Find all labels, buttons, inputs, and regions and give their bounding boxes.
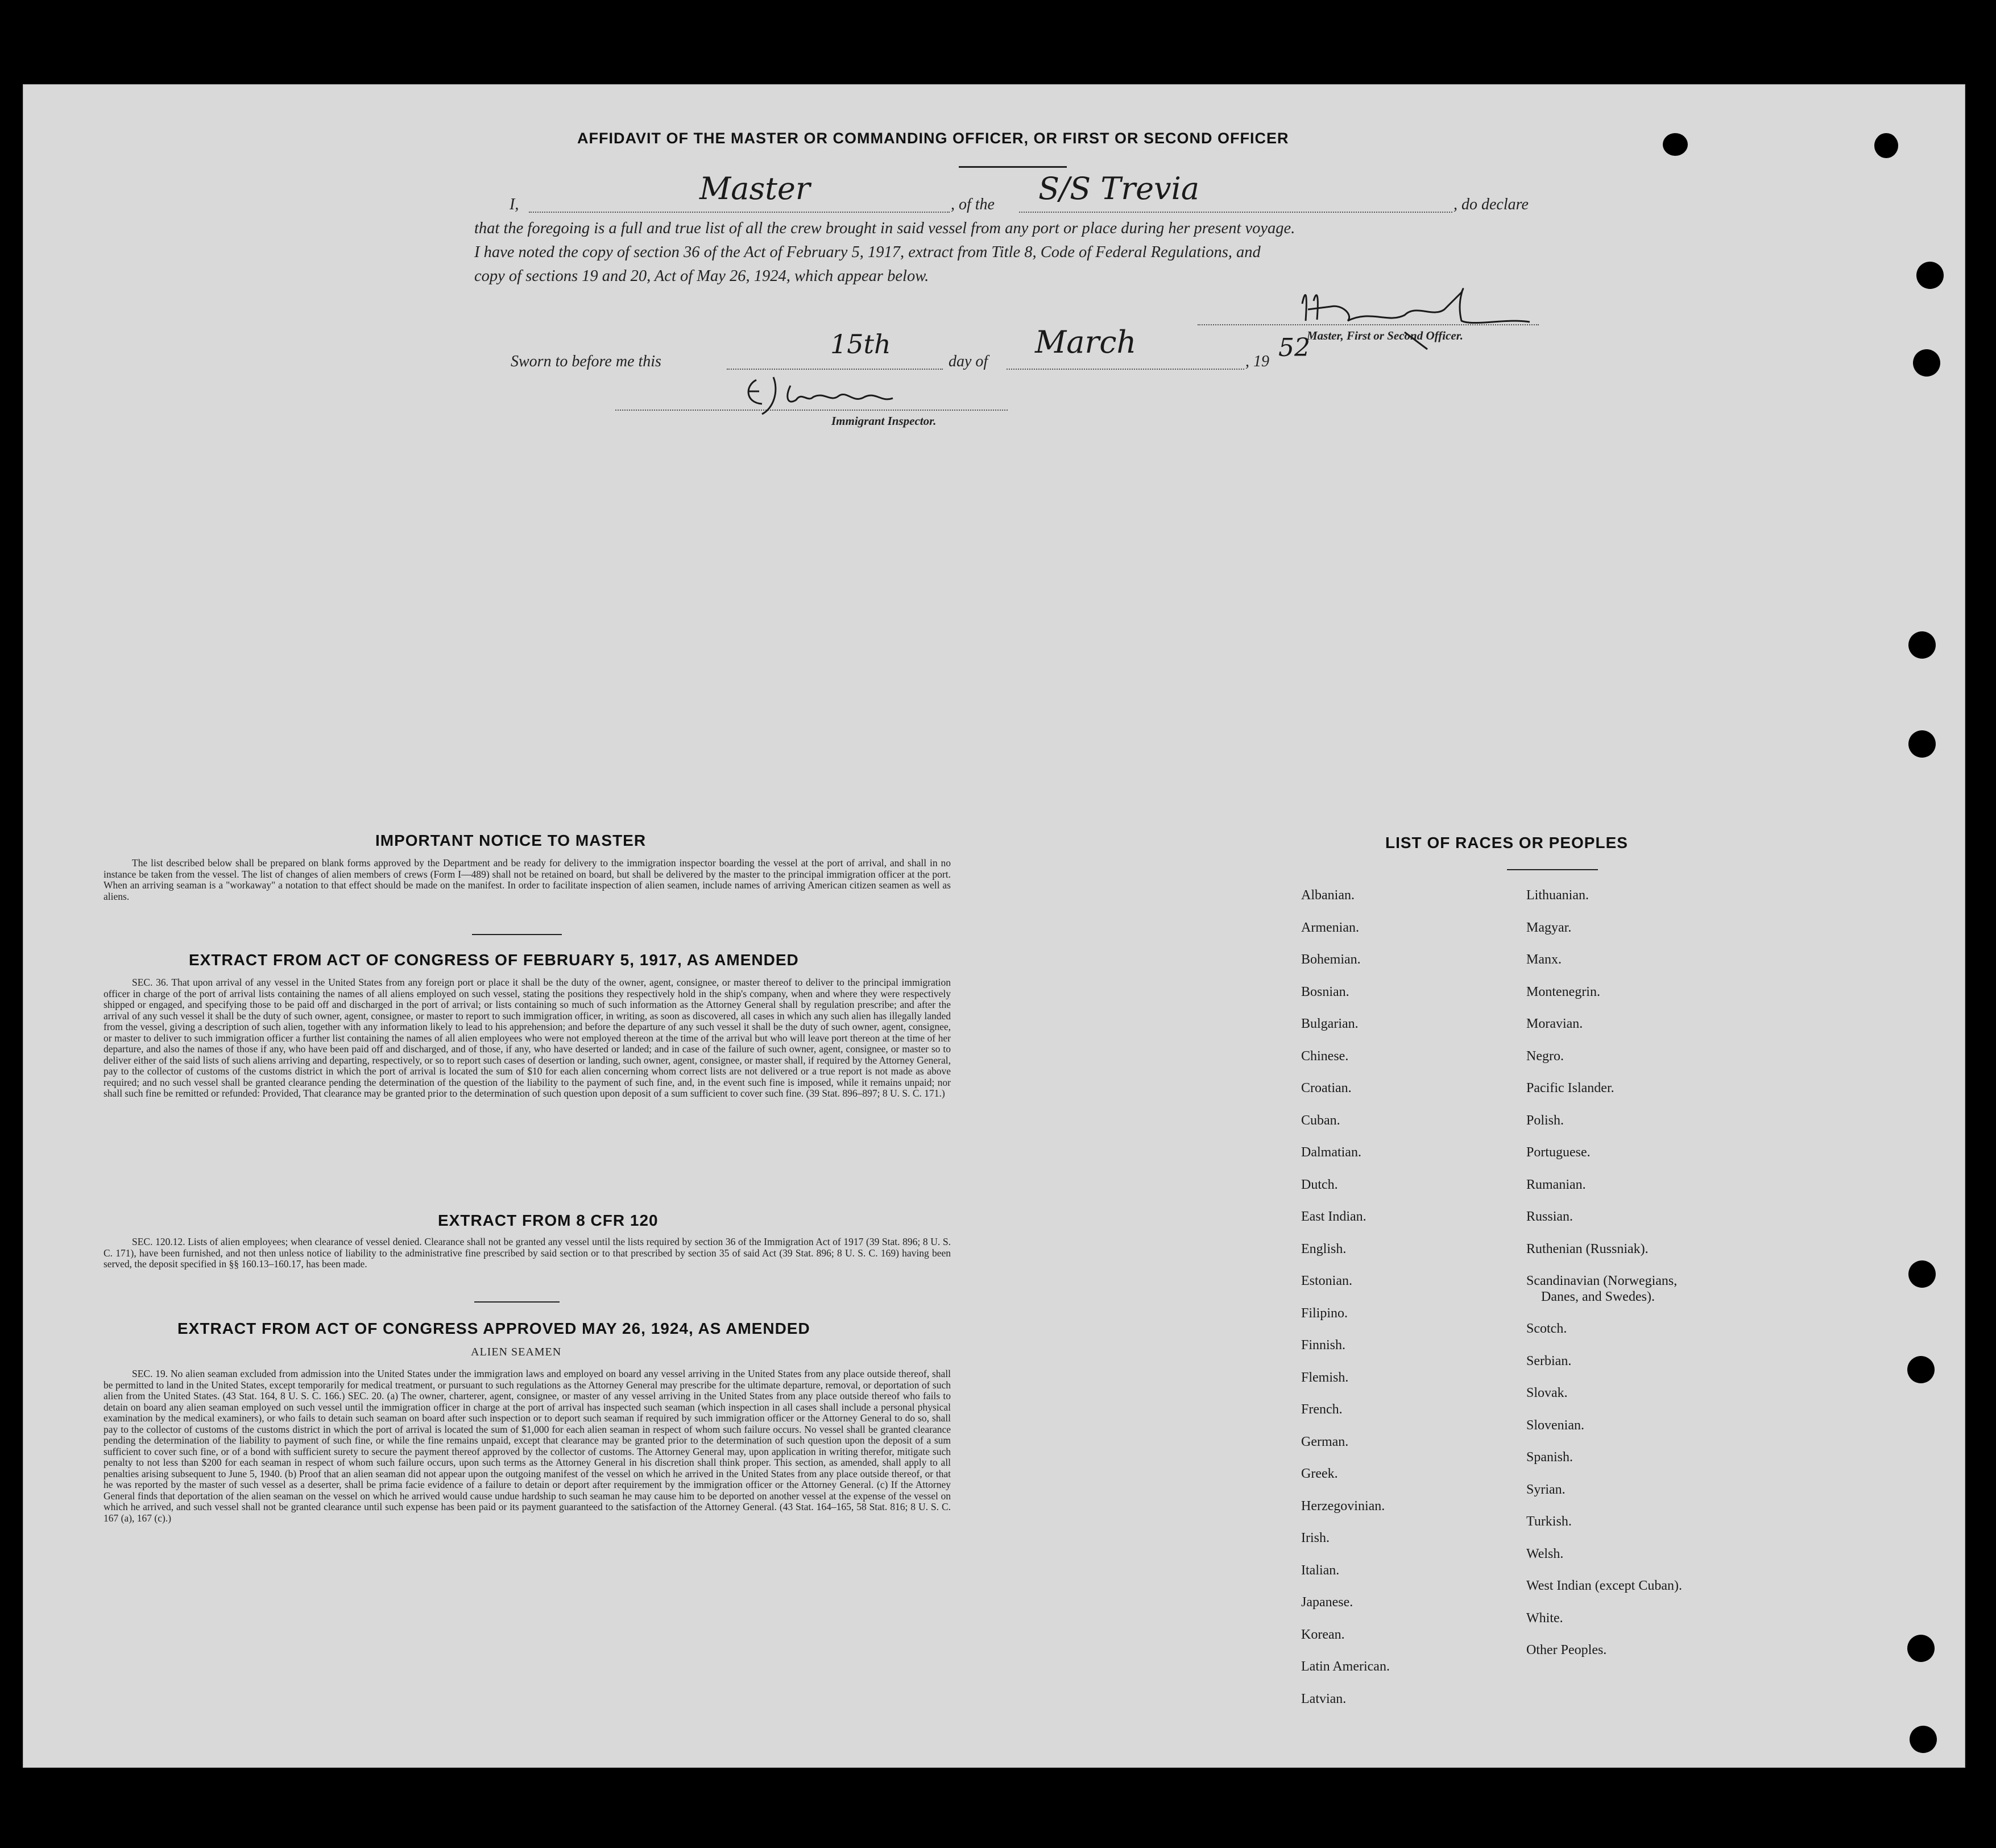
- extract-1917-body: SEC. 36. That upon arrival of any vessel in the United States from any foreign port or place it shall be the duty of the owner, agent, consignee, or master thereof to deliver to the principal immigration officer in charge of the port of arrival lists containing the names of all aliens employed on such vessel, stating the positions they respectively hold in the ship's company, when and where they were respectively shipped or engaged, and specifying those to be paid off and discharged in the port of arrival; or lists containing so much of such information as the Attorney General shall by regulation prescribe; and after the arrival of any such vessel it shall be the duty of such owner, agent, consignee, or master to report to such immigration officer, in writing, as soon as discovered, all cases in which any such alien has illegally landed from the vessel, giving a description of such alien, together with any information likely to lead to his apprehension; and before the departure of any such vessel it shall be the duty of such owner, agent, consignee, or master to deliver to such immigration officer a further list containing the names of all alien employees who were not employed thereon at the time of the arrival but who will leave port thereon at the time of her departure, and also the names of those if any, who have been paid off and discharged, and of those, if any, who have deserted or landed; and in case of the failure of such owner, agent, consignee, or master so to deliver either of the said lists of such aliens arriving and departing, respectively, or so to report such cases of desertion or landing, such owner, agent, consignee, or master shall, if required by the Attorney General, pay to the collector of customs of the customs district in which the port of arrival is located the sum of $10 for each alien concerning whom correct lists are not delivered or a true report is not made as above required; and no such vessel shall be granted clearance pending the determination of the question of the liability to the payment of such fine, and, in the event such fine is imposed, while it remains unpaid; nor shall such fine be remitted or refunded: Provided, That clearance may be granted prior to the determination of such question upon deposit of a sum sufficient to cover such fine. (39 Stat. 896–897; 8 U. S. C. 171.): [103, 977, 951, 1099]
- month-line: [1007, 369, 1244, 370]
- race-item: Other Peoples.: [1526, 1643, 1607, 1657]
- race-item: Spanish.: [1526, 1450, 1573, 1465]
- race-item: East Indian.: [1301, 1209, 1366, 1224]
- punch-hole: [1913, 349, 1940, 377]
- race-item: Polish.: [1526, 1113, 1564, 1128]
- race-item: Manx.: [1526, 952, 1562, 967]
- extract-cfr-body: SEC. 120.12. Lists of alien employees; when clearance of vessel denied. Clearance shall not be granted any vessel until the lists required by section 36 of the Immigration Act of 1917 (39 Stat. 896; 8 U. S. C. 171), have been furnished, and not then unless notice of liability to the administrative fine prescribed by said section or to that prescribed by section 35 of said Act (39 Stat. 896; 8 U. S. C. 169) having been served, the deposit specified in §§ 160.13–160.17, has been made.: [103, 1236, 951, 1270]
- punch-hole: [1908, 1260, 1936, 1288]
- race-item: Italian.: [1301, 1562, 1340, 1578]
- race-item: Negro.: [1526, 1048, 1564, 1064]
- punch-hole: [1907, 1356, 1935, 1383]
- race-item: Russian.: [1526, 1209, 1573, 1224]
- race-item: Latin American.: [1301, 1659, 1390, 1674]
- race-item: Filipino.: [1301, 1305, 1348, 1321]
- race-item: Danes, and Swedes).: [1541, 1289, 1655, 1304]
- race-item: Dalmatian.: [1301, 1145, 1361, 1160]
- extract-1917-title: EXTRACT FROM ACT OF CONGRESS OF FEBRUARY 5, 1917, AS AMENDED: [189, 951, 799, 969]
- affidavit-line-4: copy of sections 19 and 20, Act of May 26, 1924, which appear below.: [474, 267, 929, 285]
- race-item: Albanian.: [1301, 888, 1355, 903]
- cfr-divider: [474, 1301, 560, 1303]
- race-item: Herzegovinian.: [1301, 1498, 1385, 1514]
- race-item: Welsh.: [1526, 1546, 1564, 1561]
- race-item: Serbian.: [1526, 1353, 1572, 1369]
- race-item: Scotch.: [1526, 1321, 1567, 1336]
- race-item: Finnish.: [1301, 1338, 1346, 1353]
- year-prefix: , 19: [1245, 353, 1269, 370]
- race-item: Bosnian.: [1301, 984, 1349, 999]
- declarant-label: I,: [510, 196, 519, 213]
- inspector-signature: [739, 369, 910, 420]
- race-item: Magyar.: [1526, 920, 1572, 935]
- affidavit-line-3: I have noted the copy of section 36 of the Act of February 5, 1917, extract from Title 8, Code of Federal Regulations, and: [474, 243, 1261, 261]
- extract-1924-title: EXTRACT FROM ACT OF CONGRESS APPROVED MAY 26, 1924, AS AMENDED: [177, 1320, 810, 1337]
- race-item: Ruthenian (Russniak).: [1526, 1241, 1649, 1256]
- inspector-caption: Immigrant Inspector.: [831, 414, 937, 428]
- race-item: Pacific Islander.: [1526, 1081, 1614, 1095]
- race-item: Latvian.: [1301, 1691, 1347, 1706]
- race-item: Bohemian.: [1301, 952, 1361, 967]
- races-title: LIST OF RACES OR PEOPLES: [1385, 834, 1628, 851]
- extract-1924-subtitle: ALIEN SEAMEN: [471, 1346, 562, 1358]
- notice-body: The list described below shall be prepared on blank forms approved by the Department and be ready for delivery to the immigration inspector boarding the vessel at the port of arrival, and shall in no instance be taken from the vessel. The list of changes of alien members of crews (Form I—489) shall not be retained on board, but shall be delivered by the master to the principal immigration officer at the port. When an arriving seaman is a "workaway" a notation to that effect should be made on the manifest. In order to facilitate inspection of alien seamen, include names of arriving American citizen seamen as well as aliens.: [103, 857, 951, 902]
- race-item: Bulgarian.: [1301, 1016, 1359, 1031]
- race-item: Estonian.: [1301, 1274, 1352, 1288]
- race-item: English.: [1301, 1241, 1347, 1256]
- punch-hole: [1916, 262, 1944, 289]
- race-item: French.: [1301, 1402, 1343, 1417]
- race-item: Irish.: [1301, 1531, 1330, 1545]
- race-item: Turkish.: [1526, 1514, 1572, 1529]
- day-of-label: day of: [949, 353, 988, 370]
- race-item: Montenegrin.: [1526, 984, 1600, 999]
- race-item: Armenian.: [1301, 920, 1359, 935]
- race-item: Slovak.: [1526, 1386, 1568, 1400]
- punch-hole: [1910, 1726, 1937, 1753]
- affidavit-title: AFFIDAVIT OF THE MASTER OR COMMANDING OFFICER, OR FIRST OR SECOND OFFICER: [577, 130, 1289, 147]
- races-divider: [1507, 869, 1598, 870]
- race-item: Lithuanian.: [1526, 888, 1589, 903]
- handwritten-vessel: S/S Trevia: [1038, 171, 1200, 206]
- race-item: Moravian.: [1526, 1016, 1583, 1031]
- race-item: Dutch.: [1301, 1177, 1338, 1192]
- punch-hole: [1874, 133, 1898, 158]
- race-item: Scandinavian (Norwegians,: [1526, 1274, 1678, 1288]
- punch-hole: [1908, 631, 1936, 659]
- of-the-label: , of the: [951, 196, 995, 213]
- extract-1924-body: SEC. 19. No alien seaman excluded from admission into the United States under the immigration laws and employed on board any vessel arriving in the United States from any place outside thereof, shall be permitted to land in the United States, except temporarily for medical treatment, or pursuant to such regulations as the Attorney General may prescribe for the ultimate departure, removal, or deportation of such alien from the United States. (43 Stat. 164, 8 U. S. C. 166.) SEC. 20. (a) The owner, charterer, agent, consignee, or master of any vessel arriving in the United States from any place outside thereof who fails to detain on board any alien seaman employed on such vessel until the immigration officer in charge at the port of arrival has inspected such seaman (which inspection in all cases shall include a personal physical examination by the medical examiners), or who fails to detain such seaman on board after such inspection or to deport such seaman if required by such immigration officer or the Attorney General to do so, shall pay to the collector of customs of the customs district in which the port of arrival is located the sum of $1,000 for each alien seaman in respect of whom such failure occurs. No vessel shall be granted clearance pending the determination of the liability to payment of such fine, or while the fine remains unpaid, except that clearance may be granted prior to the determination of such question upon the deposit of a sum sufficient to cover such fine, or of a bond with sufficient surety to secure the payment thereof approved by the collector of customs. The Attorney General may, upon application in writing therefor, mitigate such penalty to not less than $200 for each seaman in respect of whom such failure occurs, upon such terms as the Attorney General in his discretion shall think proper. This section, as amended, shall apply to all penalties arising subsequent to June 5, 1940. (b) Proof that an alien seaman did not appear upon the outgoing manifest of the vessel on which he arrived in the United States from any place outside thereof, or that he was reported by the master of such vessel as a deserter, shall be prima facie evidence of a failure to detain or deport after requirement by the immigration officer or the Attorney General. (c) If the Attorney General finds that deportation of the alien seaman on the vessel on which he arrived would cause undue hardship to such seaman he may cause him to be deported on another vessel at the expense of the vessel on which he arrived, and such vessel shall not be granted clearance until such expense has been paid or its payment guaranteed to the satisfaction of the Attorney General. (43 Stat. 164–165, 58 Stat. 816; 8 U. S. C. 167 (a), 167 (c).): [103, 1368, 951, 1524]
- race-item: Cuban.: [1301, 1113, 1340, 1128]
- race-item: Slovenian.: [1526, 1417, 1584, 1433]
- handwritten-day: 15th: [830, 329, 891, 359]
- race-item: Rumanian.: [1526, 1177, 1586, 1192]
- race-item: Flemish.: [1301, 1370, 1349, 1385]
- handwritten-month: March: [1035, 324, 1137, 360]
- races-right-column: [1526, 879, 1682, 1667]
- officer-caption: Master, First or Second Officer.: [1307, 329, 1463, 342]
- race-item: White.: [1526, 1610, 1563, 1626]
- title-divider: [959, 166, 1067, 168]
- race-item: Syrian.: [1526, 1482, 1566, 1497]
- race-item: Croatian.: [1301, 1081, 1352, 1095]
- punch-hole: [1907, 1635, 1935, 1662]
- race-item: German.: [1301, 1434, 1349, 1449]
- extract-cfr-title: EXTRACT FROM 8 CFR 120: [438, 1212, 659, 1229]
- punch-hole: [1663, 133, 1688, 156]
- race-item: Greek.: [1301, 1466, 1338, 1481]
- declarant-line: [529, 212, 950, 213]
- handwritten-year: 52: [1278, 333, 1310, 362]
- handwritten-declarant: Master: [699, 171, 810, 206]
- race-item: West Indian (except Cuban).: [1526, 1578, 1682, 1593]
- races-left-column: [1301, 879, 1390, 1715]
- punch-hole: [1908, 730, 1936, 758]
- vessel-line: [1019, 212, 1452, 213]
- affidavit-line-2: that the foregoing is a full and true list of all the crew brought in said vessel from any port or place during her present voyage.: [474, 220, 1295, 237]
- notice-title: IMPORTANT NOTICE TO MASTER: [375, 832, 647, 849]
- sworn-label: Sworn to before me this: [511, 353, 661, 370]
- race-item: Korean.: [1301, 1627, 1345, 1642]
- notice-divider: [472, 934, 562, 935]
- race-item: Portuguese.: [1526, 1145, 1591, 1160]
- do-declare-label: , do declare: [1453, 196, 1529, 213]
- race-item: Chinese.: [1301, 1048, 1349, 1064]
- race-item: Japanese.: [1301, 1595, 1353, 1610]
